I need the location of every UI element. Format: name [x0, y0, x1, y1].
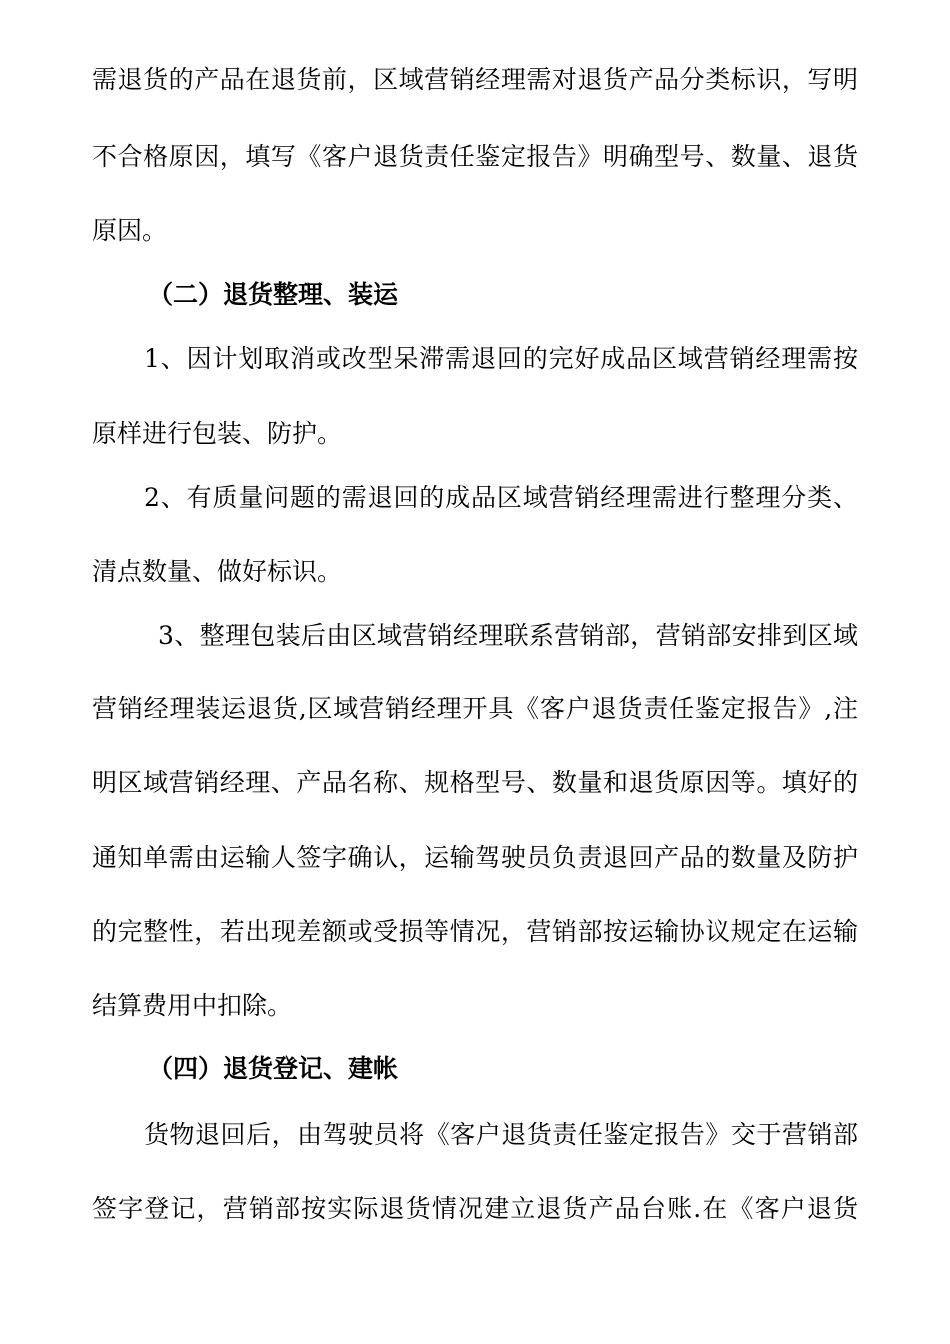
list-item-line: 的完整性，若出现差额或受损等情况，营销部按运输协议规定在运输	[92, 917, 858, 946]
section-heading-return-sorting: （二）退货整理、装运	[148, 280, 399, 309]
list-item-line: 结算费用中扣除。	[92, 991, 293, 1020]
paragraph-line: 不合格原因，填写《客户退货责任鉴定报告》明确型号、数量、退货	[92, 142, 858, 171]
list-item-line: 清点数量、做好标识。	[92, 557, 343, 586]
list-item-line: 原样进行包装、防护。	[92, 419, 343, 448]
paragraph-line: 签字登记，营销部按实际退货情况建立退货产品台账.在《客户退货	[92, 1194, 858, 1223]
paragraph-line: 需退货的产品在退货前，区域营销经理需对退货产品分类标识，写明	[92, 65, 858, 94]
section-heading-return-registration: （四）退货登记、建帐	[148, 1054, 399, 1083]
list-item-line: 2、有质量问题的需退回的成品区域营销经理需进行整理分类、	[144, 483, 858, 512]
list-item-line: 通知单需由运输人签字确认，运输驾驶员负责退回产品的数量及防护	[92, 843, 858, 872]
list-item-line: 3、整理包装后由区域营销经理联系营销部，营销部安排到区域	[158, 621, 858, 650]
paragraph-line: 货物退回后，由驾驶员将《客户退货责任鉴定报告》交于营销部	[144, 1120, 858, 1149]
list-item-line: 明区域营销经理、产品名称、规格型号、数量和退货原因等。填好的	[92, 768, 858, 797]
list-item-line: 1、因计划取消或改型呆滞需退回的完好成品区域营销经理需按	[144, 344, 858, 373]
paragraph-line: 原因。	[92, 216, 168, 245]
list-item-line: 营销经理装运退货,区域营销经理开具《客户退货责任鉴定报告》,注	[92, 694, 858, 723]
